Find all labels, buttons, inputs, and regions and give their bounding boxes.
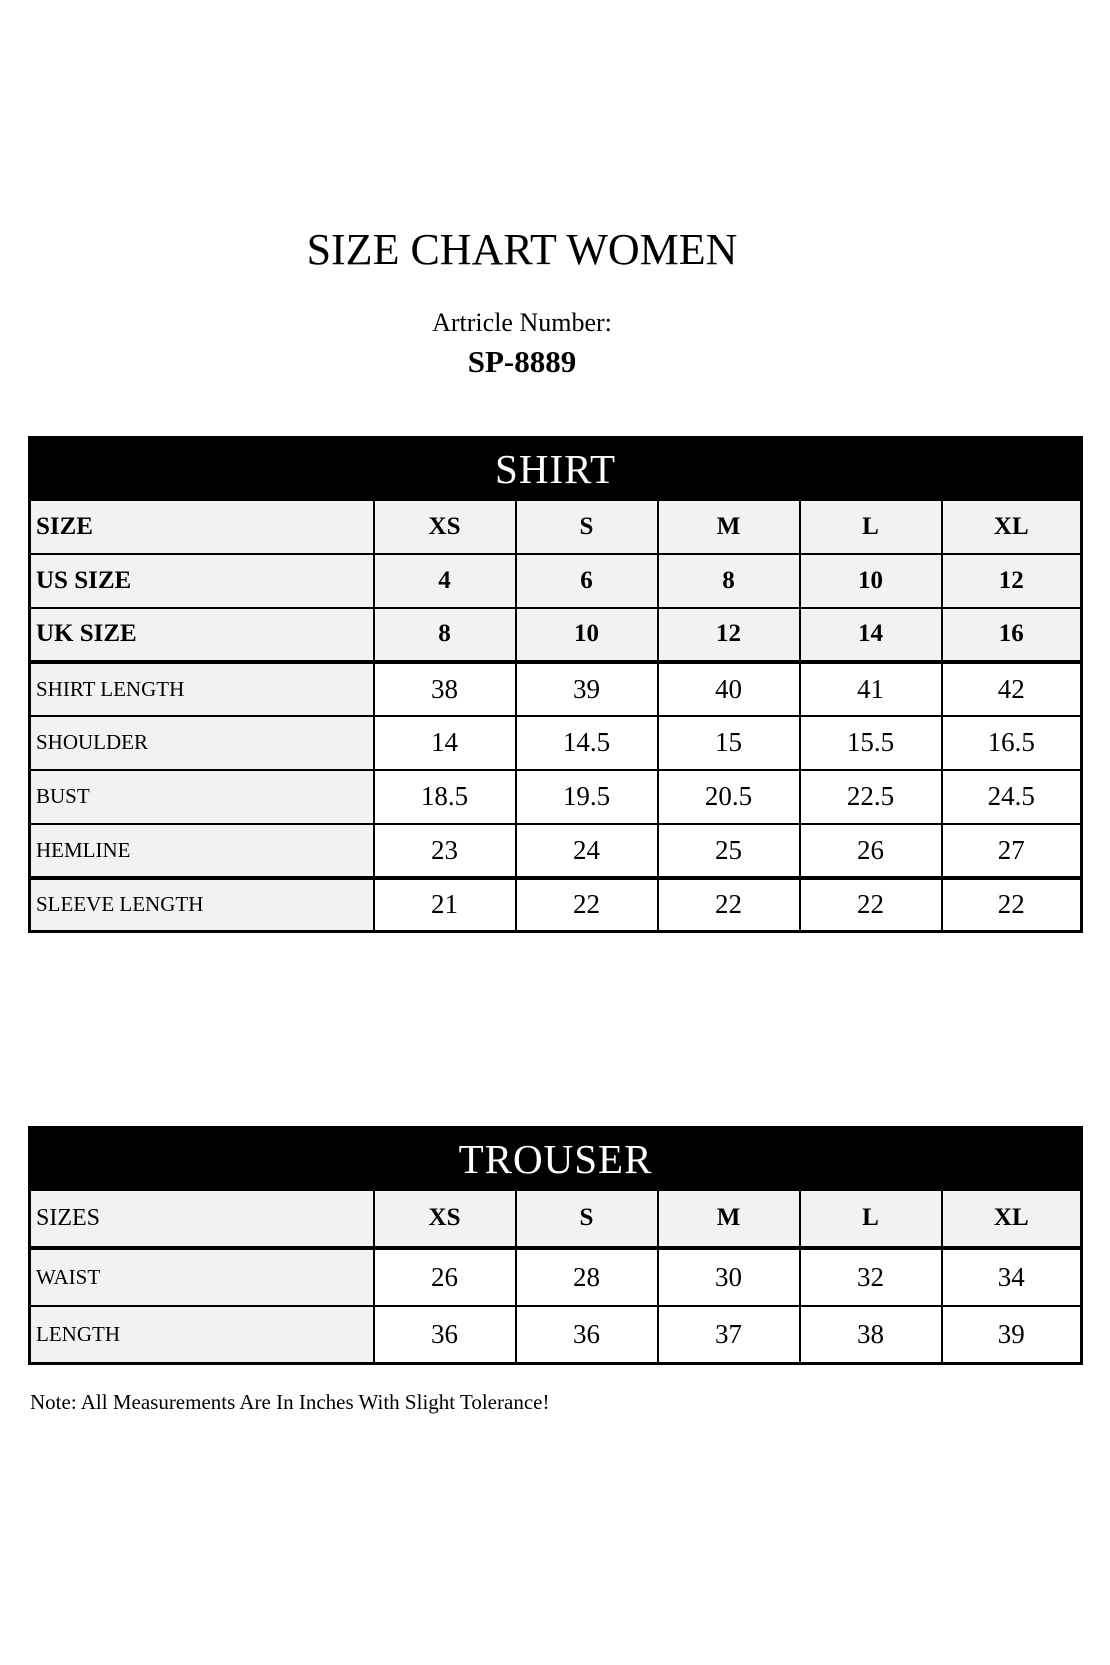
value-cell: 15.5 — [800, 716, 942, 770]
value-cell: 37 — [658, 1306, 800, 1364]
value-cell: XS — [374, 500, 516, 554]
value-cell: 4 — [374, 554, 516, 608]
value-cell: 32 — [800, 1248, 942, 1306]
value-cell: 10 — [800, 554, 942, 608]
table-row — [30, 662, 1082, 716]
table-row — [30, 770, 1082, 824]
value-cell: 14 — [800, 608, 942, 662]
row-label-cell: SIZE — [30, 500, 374, 554]
value-cell: 26 — [800, 824, 942, 878]
value-cell: 22 — [658, 878, 800, 932]
trouser-size-table — [28, 1126, 1083, 1365]
value-cell: 24.5 — [942, 770, 1082, 824]
value-cell: 18.5 — [374, 770, 516, 824]
value-cell: 26 — [374, 1248, 516, 1306]
value-cell: 14 — [374, 716, 516, 770]
value-cell: 38 — [800, 1306, 942, 1364]
value-cell: 38 — [374, 662, 516, 716]
value-cell: 8 — [658, 554, 800, 608]
shirt-table-title-row — [30, 438, 1082, 500]
page-title: SIZE CHART WOMEN — [306, 225, 738, 274]
table-row — [30, 554, 1082, 608]
table-row — [30, 716, 1082, 770]
value-cell: XL — [942, 500, 1082, 554]
table-row — [30, 878, 1082, 932]
row-label-cell: US SIZE — [30, 554, 374, 608]
value-cell: 39 — [516, 662, 658, 716]
value-cell: 41 — [800, 662, 942, 716]
row-label-cell: HEMLINE — [30, 824, 374, 878]
value-cell: XS — [374, 1190, 516, 1248]
value-cell: 16 — [942, 608, 1082, 662]
value-cell: 28 — [516, 1248, 658, 1306]
value-cell: 34 — [942, 1248, 1082, 1306]
value-cell: XL — [942, 1190, 1082, 1248]
row-label-cell: SLEEVE LENGTH — [30, 878, 374, 932]
value-cell: 15 — [658, 716, 800, 770]
row-label-cell: LENGTH — [30, 1306, 374, 1364]
value-cell: 8 — [374, 608, 516, 662]
value-cell: 16.5 — [942, 716, 1082, 770]
value-cell: 21 — [374, 878, 516, 932]
value-cell: 23 — [374, 824, 516, 878]
value-cell: 22 — [942, 878, 1082, 932]
value-cell: 22 — [516, 878, 658, 932]
value-cell: 36 — [516, 1306, 658, 1364]
table-row — [30, 1248, 1082, 1306]
value-cell: M — [658, 500, 800, 554]
value-cell: L — [800, 1190, 942, 1248]
value-cell: 24 — [516, 824, 658, 878]
row-label-cell: WAIST — [30, 1248, 374, 1306]
value-cell: L — [800, 500, 942, 554]
value-cell: M — [658, 1190, 800, 1248]
value-cell: 27 — [942, 824, 1082, 878]
value-cell: 30 — [658, 1248, 800, 1306]
table-row — [30, 1190, 1082, 1248]
table-row — [30, 1306, 1082, 1364]
trouser-table-title: TROUSER — [30, 1128, 1082, 1190]
row-label-cell: SHOULDER — [30, 716, 374, 770]
row-label-cell: SHIRT LENGTH — [30, 662, 374, 716]
value-cell: S — [516, 1190, 658, 1248]
value-cell: 10 — [516, 608, 658, 662]
row-label-cell: UK SIZE — [30, 608, 374, 662]
value-cell: 6 — [516, 554, 658, 608]
table-row — [30, 608, 1082, 662]
value-cell: 12 — [658, 608, 800, 662]
article-number-value: SP-8889 — [467, 344, 577, 379]
value-cell: 12 — [942, 554, 1082, 608]
trouser-table-title-row — [30, 1128, 1082, 1190]
row-label-cell: SIZES — [30, 1190, 374, 1248]
value-cell: 39 — [942, 1306, 1082, 1364]
value-cell: 22 — [800, 878, 942, 932]
row-label-cell: BUST — [30, 770, 374, 824]
shirt-size-table — [28, 436, 1083, 933]
value-cell: S — [516, 500, 658, 554]
value-cell: 14.5 — [516, 716, 658, 770]
value-cell: 22.5 — [800, 770, 942, 824]
table-row — [30, 824, 1082, 878]
article-number-label: Artricle Number: — [432, 308, 612, 337]
value-cell: 42 — [942, 662, 1082, 716]
note-text: Note: All Measurements Are In Inches With Slight Tolerance! — [30, 1390, 550, 1414]
shirt-table-title: SHIRT — [30, 438, 1082, 500]
value-cell: 25 — [658, 824, 800, 878]
value-cell: 19.5 — [516, 770, 658, 824]
value-cell: 20.5 — [658, 770, 800, 824]
table-row — [30, 500, 1082, 554]
value-cell: 36 — [374, 1306, 516, 1364]
value-cell: 40 — [658, 662, 800, 716]
